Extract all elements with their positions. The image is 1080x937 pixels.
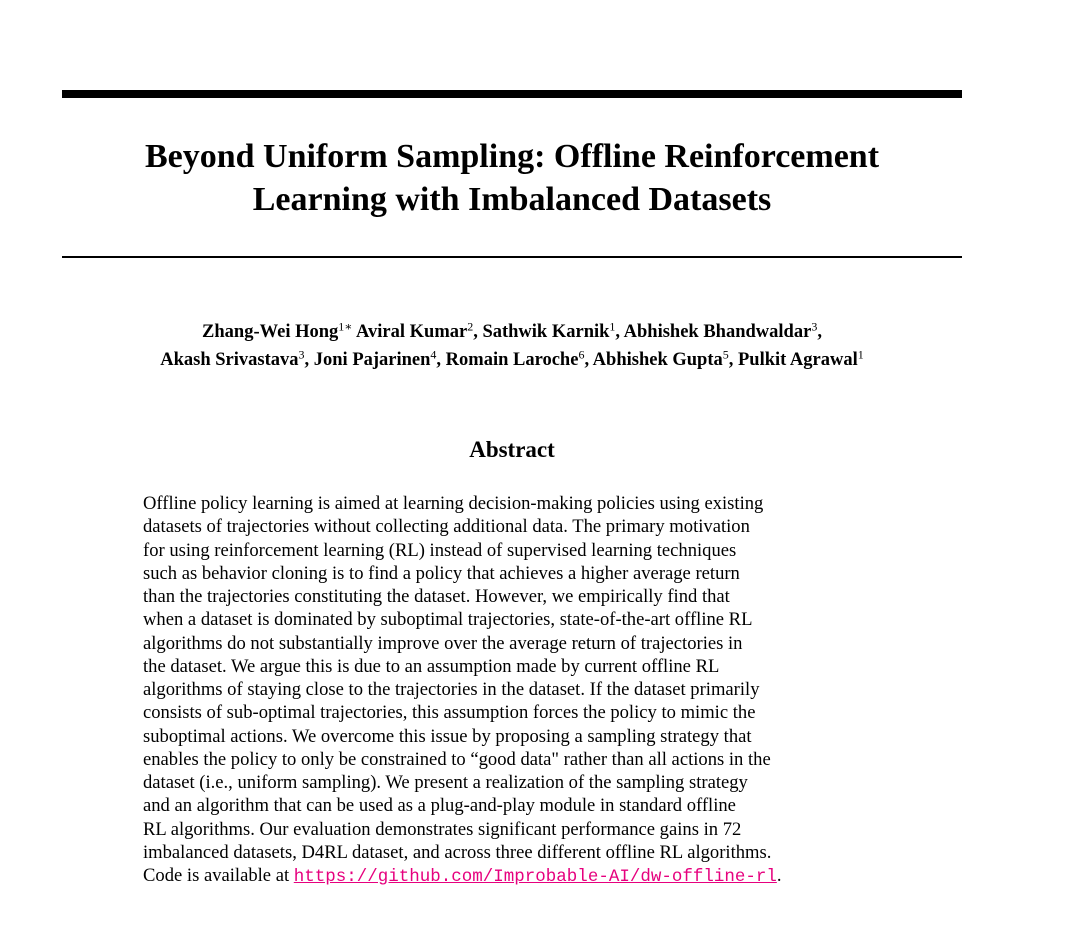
abstract-line: such as behavior cloning is to find a policy that achieves a higher average return: [143, 562, 740, 584]
abstract-line: suboptimal actions. We overcome this issue by proposing a sampling strategy that: [143, 725, 752, 747]
author-name: Pulkit Agrawal: [738, 350, 858, 370]
code-repository-link[interactable]: https://github.com/Improbable-AI/dw-offline-rl: [293, 867, 777, 887]
author-separator: ,: [304, 350, 314, 370]
abstract-line: than the trajectories constituting the dataset. However, we empirically find that: [143, 586, 730, 607]
abstract-line: imbalanced datasets, D4RL dataset, and across three different offline RL algorithms.: [143, 841, 772, 863]
author-name: Aviral Kumar: [356, 322, 468, 342]
abstract-line: datasets of trajectories without collecting additional data. The primary motivation: [143, 516, 750, 538]
author-name: Romain Laroche: [445, 350, 579, 370]
abstract-line: dataset (i.e., uniform sampling). We present a realization of the sampling strategy: [143, 772, 748, 793]
author-affiliation: 1: [609, 319, 616, 334]
author-name: Akash Srivastava: [160, 350, 299, 370]
abstract-line: algorithms of staying close to the trajectories in the dataset. If the dataset primarily: [143, 679, 760, 700]
author-affiliation: 4: [430, 347, 437, 362]
code-availability-suffix: .: [776, 865, 782, 886]
author-separator: ,: [817, 322, 822, 342]
title-bottom-rule: [62, 256, 962, 258]
author-affiliation: 3: [811, 319, 818, 334]
abstract-line: the dataset. We argue this is due to an assumption made by current offline RL: [143, 655, 720, 677]
author-line-1: [30, 318, 994, 346]
title-line-2: Learning with Imbalanced Datasets: [252, 181, 772, 218]
title-top-rule: [62, 90, 962, 98]
author-name: Abhishek Gupta: [592, 350, 723, 370]
abstract-line: and an algorithm that can be used as a plug-and-play module in standard offline: [143, 795, 736, 817]
abstract-line: RL algorithms. Our evaluation demonstrates significant performance gains in 72: [143, 818, 742, 840]
abstract-line: for using reinforcement learning (RL) instead of supervised learning techniques: [143, 539, 737, 561]
abstract-line: Offline policy learning is aimed at learning decision-making policies using existing: [143, 493, 764, 514]
author-name: Zhang-Wei Hong: [202, 322, 339, 342]
author-list: [30, 318, 994, 374]
author-name: Abhishek Bhandwaldar: [623, 322, 812, 342]
author-affiliation: 5: [722, 347, 729, 362]
abstract-line: when a dataset is dominated by suboptimal trajectories, state-of-the-art offline RL: [143, 609, 753, 631]
author-affiliation: 1: [338, 319, 345, 334]
author-line-2: [30, 346, 994, 374]
abstract-line: consists of sub-optimal trajectories, this assumption forces the policy to mimic the: [143, 702, 756, 724]
author-affiliation: 3: [298, 347, 305, 362]
author-name: Joni Pajarinen: [313, 350, 431, 370]
author-separator: ,: [615, 322, 624, 342]
abstract-line: enables the policy to only be constrained to “good data" rather than all actions in the: [143, 748, 771, 770]
title-line-1: Beyond Uniform Sampling: Offline Reinforcement: [144, 138, 880, 175]
author-affiliation: 6: [578, 347, 585, 362]
code-availability-line: [143, 864, 893, 889]
corresponding-author-mark: ∗: [344, 319, 353, 334]
abstract-heading: Abstract: [469, 437, 555, 462]
abstract-line: algorithms do not substantially improve over the average return of trajectories in: [143, 632, 743, 654]
author-separator: ,: [436, 350, 446, 370]
author-separator: ,: [584, 350, 593, 370]
abstract-body: [143, 492, 893, 889]
author-name: Sathwik Karnik: [482, 322, 610, 342]
paper-title: [62, 135, 962, 221]
author-separator: ,: [728, 350, 738, 370]
author-affiliation: 2: [467, 319, 474, 334]
author-affiliation: 1: [857, 347, 864, 362]
code-availability-text: Code is available at: [143, 865, 294, 886]
author-separator: ,: [473, 322, 483, 342]
